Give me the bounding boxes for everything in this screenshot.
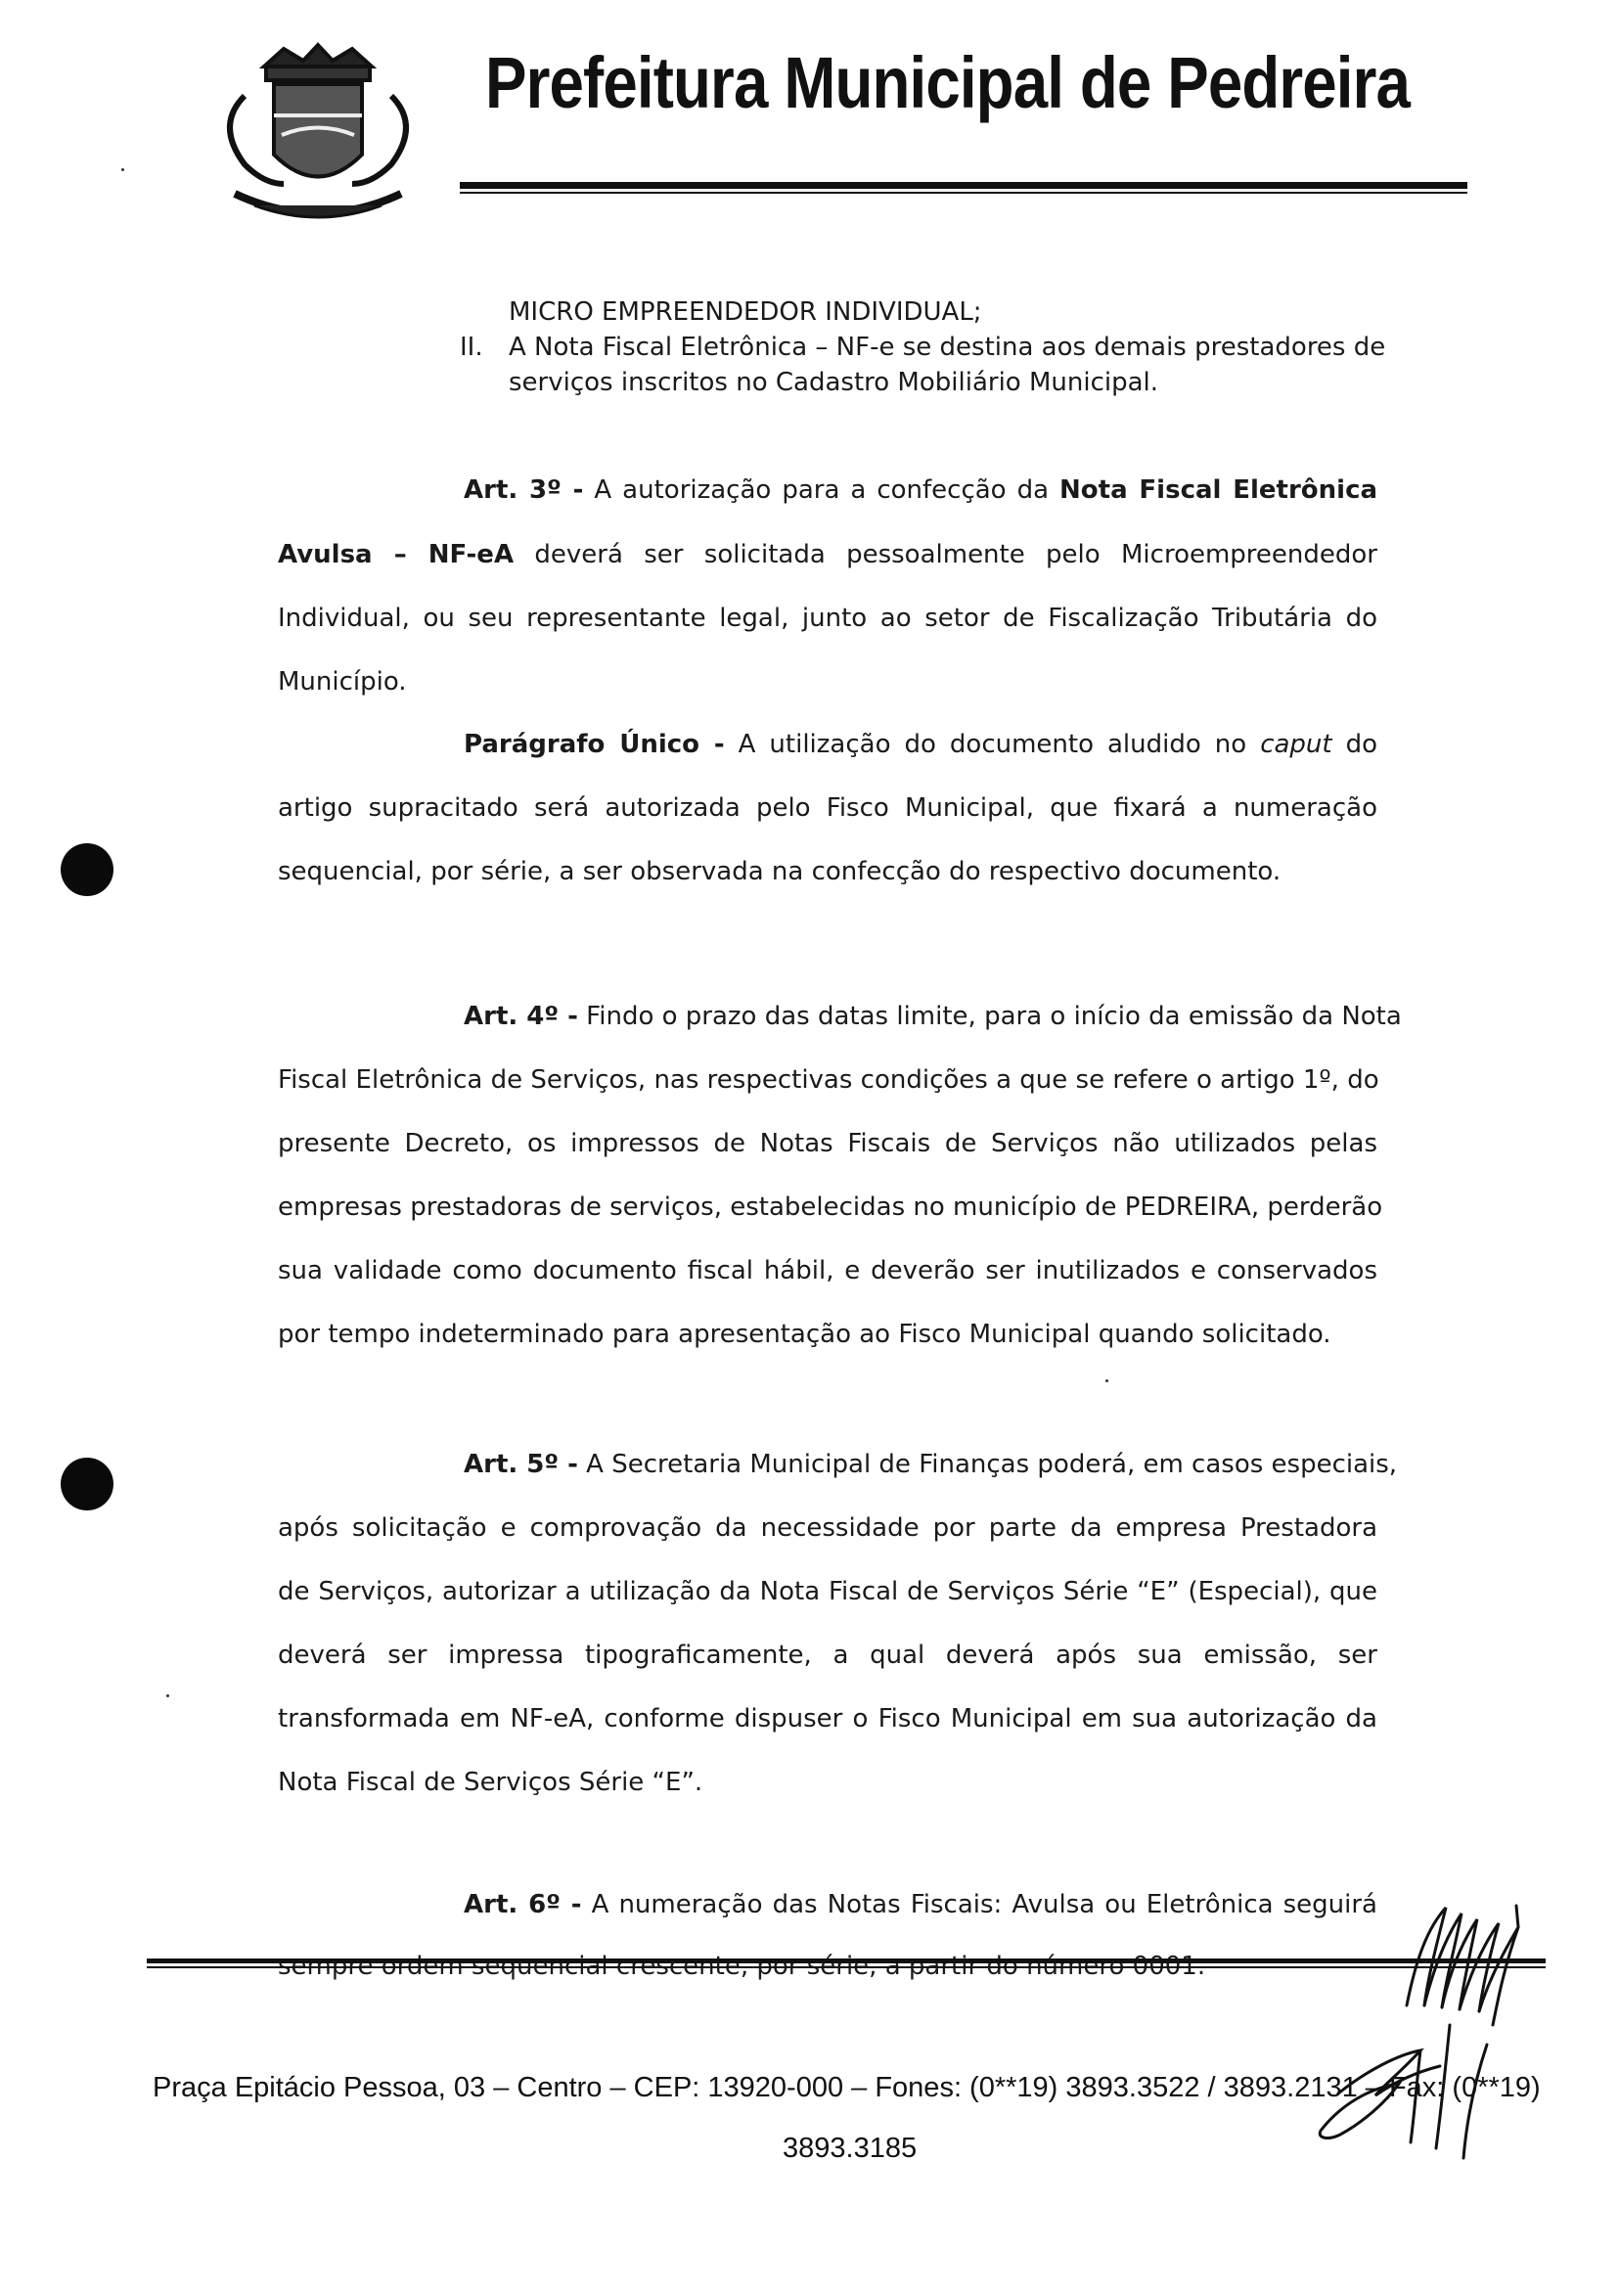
- art3-line: Art. 3º - A autorização para a confecção da Nota Fiscal Eletrônica: [464, 475, 1378, 505]
- scan-speck: [1105, 1379, 1108, 1382]
- art3-label: Art. 3º -: [464, 475, 584, 505]
- list-item-ii-line: serviços inscritos no Cadastro Mobiliário Municipal.: [509, 368, 1159, 397]
- art4-line: sua validade como documento fiscal hábil, e deverão ser inutilizados e conservados: [278, 1256, 1377, 1285]
- municipal-coat-of-arms-icon: [205, 37, 430, 233]
- paragrafo-unico-line: sequencial, por série, a ser observada na confecção do respectivo documento.: [278, 857, 1282, 886]
- art5-line: deverá ser impressa tipograficamente, a qual deverá após sua emissão, ser: [278, 1641, 1377, 1670]
- art5-line: Nota Fiscal de Serviços Série “E”.: [278, 1768, 703, 1797]
- art4-line: por tempo indeterminado para apresentação ao Fisco Municipal quando solicitado.: [278, 1320, 1331, 1349]
- punch-hole: [61, 1458, 113, 1510]
- punch-hole: [61, 843, 113, 896]
- art6-label: Art. 6º -: [464, 1890, 582, 1919]
- art6-line: Art. 6º - A numeração das Notas Fiscais: Avulsa ou Eletrônica seguirá: [464, 1890, 1377, 1919]
- art4-line: Art. 4º - Findo o prazo das datas limite, para o início da emissão da Nota: [464, 1002, 1402, 1031]
- art4-label: Art. 4º -: [464, 1002, 578, 1031]
- art4-line: presente Decreto, os impressos de Notas Fiscais de Serviços não utilizados pelas: [278, 1129, 1377, 1158]
- footer-address: Praça Epitácio Pessoa, 03 – Centro – CEP: 13920-000 – Fones: (0**19) 3893.3522 / 3893.2131 – Fax: (0**19): [153, 2072, 1541, 2103]
- list-continuation: MICRO EMPREENDEDOR INDIVIDUAL;: [509, 297, 982, 327]
- art4-line: empresas prestadoras de serviços, estabelecidas no município de PEDREIRA, perderão: [278, 1193, 1383, 1222]
- art5-line: transformada em NF-eA, conforme dispuser o Fisco Municipal em sua autorização da: [278, 1704, 1377, 1733]
- art3-line: Município.: [278, 667, 407, 697]
- art5-line: Art. 5º - A Secretaria Municipal de Finanças poderá, em casos especiais,: [464, 1450, 1398, 1479]
- art4-line: Fiscal Eletrônica de Serviços, nas respectivas condições a que se refere o artigo 1º, do: [278, 1065, 1379, 1095]
- signature-icon: [1193, 1878, 1565, 2162]
- footer-address-cut: 3893.3185: [783, 2133, 918, 2164]
- page-title: Prefeitura Municipal de Pedreira: [485, 42, 1411, 123]
- art3-line: Individual, ou seu representante legal, junto ao setor de Fiscalização Tributária do: [278, 604, 1377, 633]
- list-item-ii-line: A Nota Fiscal Eletrônica – NF-e se destina aos demais prestadores de: [509, 333, 1386, 362]
- list-marker-ii: II.: [460, 333, 483, 362]
- header-divider: [460, 182, 1467, 196]
- art5-label: Art. 5º -: [464, 1450, 578, 1479]
- art5-line: após solicitação e comprovação da necessidade por parte da empresa Prestadora: [278, 1513, 1377, 1543]
- paragrafo-unico-label: Parágrafo Único -: [464, 730, 725, 759]
- paragrafo-unico-line: Parágrafo Único - A utilização do documento aludido no caput do: [464, 730, 1378, 759]
- paragrafo-unico-line: artigo supracitado será autorizada pelo Fisco Municipal, que fixará a numeração: [278, 793, 1377, 823]
- scan-speck: [166, 1694, 169, 1697]
- art3-line: Avulsa – NF-eA deverá ser solicitada pessoalmente pelo Microempreendedor: [278, 540, 1377, 569]
- scan-speck: [121, 168, 124, 171]
- art5-line: de Serviços, autorizar a utilização da Nota Fiscal de Serviços Série “E” (Especial), que: [278, 1577, 1377, 1606]
